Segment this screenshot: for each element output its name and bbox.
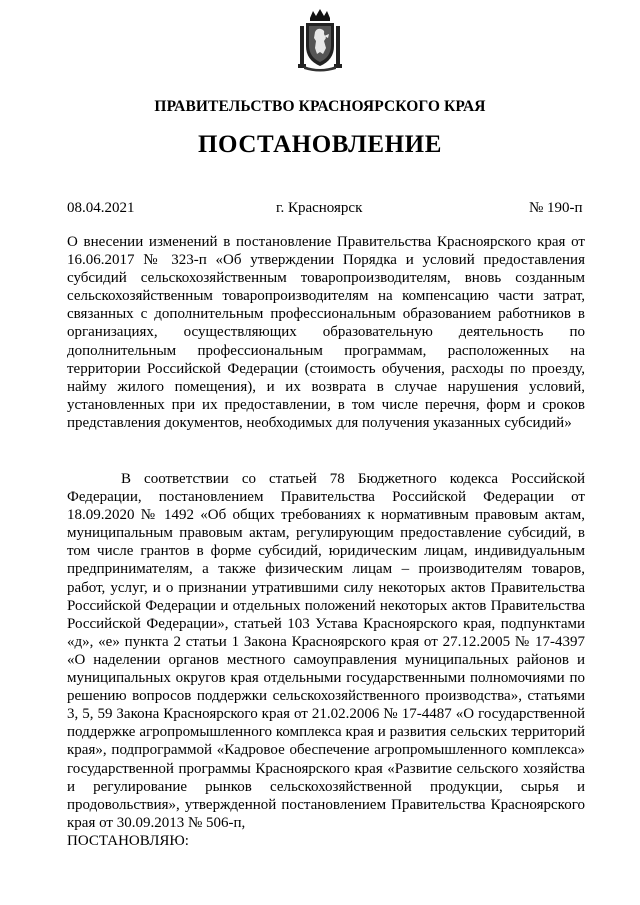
document-body (67, 470, 585, 850)
decree-statement: ПОСТАНОВЛЯЮ: (67, 832, 189, 849)
document-city: г. Красноярск (276, 200, 363, 216)
document-number: № 190-п (529, 200, 583, 216)
government-name: ПРАВИТЕЛЬСТВО КРАСНОЯРСКОГО КРАЯ (154, 98, 486, 115)
document-title: О внесении изменений в постановление Правительства Красноярского края от 16.06.2017 № 323-п «Об утверждении Порядка и условий предоставления субсидий сельскохозяйственным товаропроизводителям, вновь созданным сельскохозяйственным товаропроизводителям на компенсацию части затрат, связанных с дополнительным профессиональным образованием работников в организациях, осуществляющих образовательную деятельность по дополнительным профессиональным программам, расположенных на территории Российской Федерации (стоимость обучения, расходы по проезду, найму жилого помещения), и их возврата в случае нарушения условий, установленных при их предоставлении, в том числе перечня, форм и сроков представления документов, необходимых для получения указанных субсидий» (67, 234, 585, 431)
body-paragraph: В соответствии со статьей 78 Бюджетного кодекса Российской Федерации, постановлением Правительства Российской Федерации от 18.09.2020 № 1492 «Об общих требованиях к нормативным правовым актам, муниципальным правовым актам, регулирующим предоставление субсидий, в том числе грантов в форме субсидий, юридическим лицам, индивидуальным предпринимателям, а также физическим лицам – производителям товаров, работ, услуг, и о признании утратившими силу некоторых актов Правительства Российской Федерации и отдельных положений некоторых актов Правительства Российской Федерации», статьей 103 Устава Красноярского края, подпунктами «д», «е» пункта 2 статьи 1 Закона Красноярского края от 27.12.2005 № 17-4397 «О наделении органов местного самоуправления муниципальных районов и муниципальных округов края отдельными государственными полномочиями по решению вопросов поддержки сельскохозяйственного производства», статьями 3, 5, 59 Закона Красноярского края от 21.02.2006 № 17-4487 «О государственной поддержке агропромышленного комплекса края и развития сельских территорий края», подпрограммой «Кадровое обеспечение агропромышленного комплекса» государственной программы Красноярского края «Развитие сельского хозяйства и регулирование рынков сельскохозяйственной продукции, сырья и продовольствия», утвержденной постановлением Правительства Красноярского края от 30.09.2013 № 506-п, (67, 471, 585, 831)
coat-of-arms-icon (296, 8, 344, 72)
document-date: 08.04.2021 (67, 200, 135, 216)
document-type: ПОСТАНОВЛЕНИЕ (197, 131, 443, 158)
